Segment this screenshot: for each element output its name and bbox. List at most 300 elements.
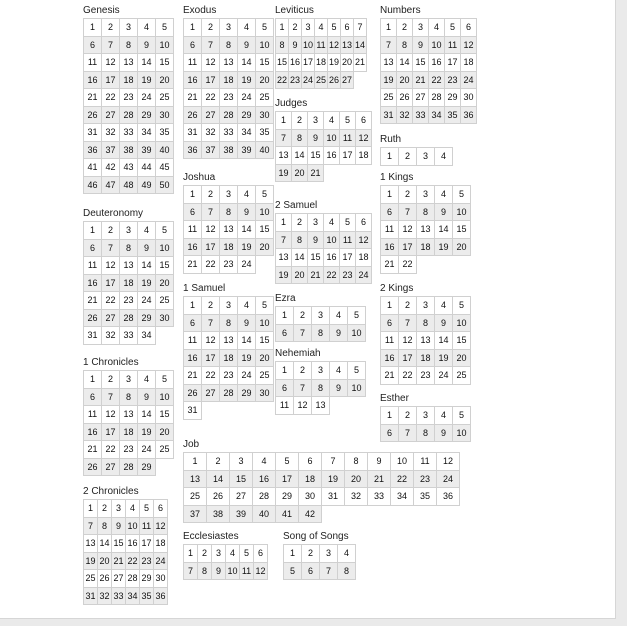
chapter-cell[interactable]: 5: [445, 19, 461, 37]
chapter-cell[interactable]: 7: [322, 453, 345, 471]
chapter-cell[interactable]: 2: [202, 19, 220, 37]
chapter-cell[interactable]: 46: [84, 177, 102, 195]
chapter-cell[interactable]: 15: [112, 535, 126, 553]
chapter-cell[interactable]: 22: [102, 441, 120, 459]
chapter-cell[interactable]: 25: [381, 89, 397, 107]
chapter-cell[interactable]: 18: [417, 350, 435, 368]
chapter-cell[interactable]: 22: [276, 72, 289, 90]
chapter-cell[interactable]: 8: [417, 204, 435, 222]
chapter-cell[interactable]: 28: [220, 385, 238, 403]
chapter-cell[interactable]: 1: [276, 112, 292, 130]
chapter-cell[interactable]: 7: [399, 425, 417, 443]
chapter-cell[interactable]: 10: [348, 380, 366, 398]
chapter-cell[interactable]: 42: [102, 159, 120, 177]
chapter-cell[interactable]: 12: [399, 221, 417, 239]
chapter-cell[interactable]: 22: [399, 256, 417, 274]
chapter-cell[interactable]: 1: [184, 19, 202, 37]
chapter-cell[interactable]: 10: [324, 130, 340, 148]
chapter-cell[interactable]: 18: [220, 239, 238, 257]
chapter-cell[interactable]: 2: [302, 545, 320, 563]
chapter-cell[interactable]: 27: [413, 89, 429, 107]
chapter-cell[interactable]: 13: [84, 535, 98, 553]
chapter-cell[interactable]: 4: [324, 214, 340, 232]
chapter-cell[interactable]: 19: [276, 267, 292, 285]
chapter-cell[interactable]: 2: [399, 297, 417, 315]
chapter-cell[interactable]: 31: [322, 488, 345, 506]
chapter-cell[interactable]: 7: [202, 37, 220, 55]
chapter-cell[interactable]: 12: [399, 332, 417, 350]
chapter-cell[interactable]: 10: [391, 453, 414, 471]
chapter-cell[interactable]: 12: [202, 221, 220, 239]
chapter-cell[interactable]: 26: [184, 385, 202, 403]
chapter-cell[interactable]: 5: [453, 407, 471, 425]
chapter-cell[interactable]: 1: [84, 371, 102, 389]
chapter-cell[interactable]: 3: [120, 222, 138, 240]
chapter-cell[interactable]: 6: [356, 112, 372, 130]
chapter-cell[interactable]: 9: [413, 37, 429, 55]
chapter-cell[interactable]: 11: [445, 37, 461, 55]
chapter-cell[interactable]: 8: [397, 37, 413, 55]
chapter-cell[interactable]: 3: [212, 545, 226, 563]
chapter-cell[interactable]: 28: [253, 488, 276, 506]
chapter-cell[interactable]: 30: [461, 89, 477, 107]
chapter-cell[interactable]: 21: [308, 267, 324, 285]
chapter-cell[interactable]: 7: [102, 240, 120, 258]
chapter-cell[interactable]: 1: [184, 297, 202, 315]
chapter-cell[interactable]: 35: [140, 588, 154, 606]
chapter-cell[interactable]: 15: [453, 332, 471, 350]
chapter-cell[interactable]: 7: [202, 315, 220, 333]
chapter-cell[interactable]: 29: [238, 385, 256, 403]
chapter-cell[interactable]: 2: [207, 453, 230, 471]
chapter-cell[interactable]: 2: [399, 186, 417, 204]
chapter-cell[interactable]: 14: [292, 249, 308, 267]
chapter-cell[interactable]: 13: [220, 332, 238, 350]
chapter-cell[interactable]: 17: [202, 72, 220, 90]
chapter-cell[interactable]: 3: [120, 371, 138, 389]
chapter-cell[interactable]: 14: [238, 221, 256, 239]
chapter-cell[interactable]: 8: [220, 37, 238, 55]
chapter-cell[interactable]: 1: [184, 545, 198, 563]
chapter-cell[interactable]: 19: [328, 54, 341, 72]
chapter-cell[interactable]: 20: [156, 424, 174, 442]
chapter-cell[interactable]: 3: [302, 19, 315, 37]
chapter-cell[interactable]: 1: [84, 500, 98, 518]
chapter-cell[interactable]: 30: [156, 310, 174, 328]
chapter-cell[interactable]: 16: [324, 249, 340, 267]
chapter-cell[interactable]: 16: [184, 239, 202, 257]
chapter-cell[interactable]: 38: [220, 142, 238, 160]
chapter-cell[interactable]: 35: [414, 488, 437, 506]
chapter-cell[interactable]: 12: [461, 37, 477, 55]
chapter-cell[interactable]: 26: [207, 488, 230, 506]
chapter-cell[interactable]: 27: [202, 385, 220, 403]
chapter-cell[interactable]: 19: [84, 553, 98, 571]
chapter-cell[interactable]: 12: [102, 257, 120, 275]
chapter-cell[interactable]: 16: [381, 350, 399, 368]
chapter-cell[interactable]: 33: [112, 588, 126, 606]
chapter-cell[interactable]: 31: [184, 124, 202, 142]
chapter-cell[interactable]: 13: [276, 147, 292, 165]
chapter-cell[interactable]: 4: [126, 500, 140, 518]
chapter-cell[interactable]: 10: [453, 425, 471, 443]
chapter-cell[interactable]: 21: [381, 367, 399, 385]
chapter-cell[interactable]: 11: [381, 332, 399, 350]
chapter-cell[interactable]: 18: [120, 275, 138, 293]
chapter-cell[interactable]: 10: [302, 37, 315, 55]
chapter-cell[interactable]: 17: [102, 72, 120, 90]
chapter-cell[interactable]: 2: [292, 214, 308, 232]
chapter-cell[interactable]: 5: [240, 545, 254, 563]
chapter-cell[interactable]: 22: [324, 267, 340, 285]
chapter-cell[interactable]: 33: [120, 327, 138, 345]
chapter-cell[interactable]: 5: [348, 362, 366, 380]
chapter-cell[interactable]: 8: [292, 232, 308, 250]
chapter-cell[interactable]: 31: [84, 588, 98, 606]
chapter-cell[interactable]: 15: [453, 221, 471, 239]
chapter-cell[interactable]: 23: [120, 292, 138, 310]
chapter-cell[interactable]: 24: [461, 72, 477, 90]
chapter-cell[interactable]: 39: [138, 142, 156, 160]
chapter-cell[interactable]: 15: [230, 471, 253, 489]
chapter-cell[interactable]: 3: [112, 500, 126, 518]
chapter-cell[interactable]: 20: [341, 54, 354, 72]
chapter-cell[interactable]: 12: [328, 37, 341, 55]
chapter-cell[interactable]: 28: [220, 107, 238, 125]
chapter-cell[interactable]: 14: [138, 257, 156, 275]
chapter-cell[interactable]: 34: [238, 124, 256, 142]
chapter-cell[interactable]: 7: [276, 232, 292, 250]
chapter-cell[interactable]: 11: [340, 232, 356, 250]
chapter-cell[interactable]: 11: [414, 453, 437, 471]
chapter-cell[interactable]: 1: [84, 19, 102, 37]
chapter-cell[interactable]: 44: [138, 159, 156, 177]
chapter-cell[interactable]: 20: [156, 72, 174, 90]
chapter-cell[interactable]: 20: [345, 471, 368, 489]
chapter-cell[interactable]: 16: [289, 54, 302, 72]
chapter-cell[interactable]: 9: [289, 37, 302, 55]
chapter-cell[interactable]: 3: [120, 19, 138, 37]
chapter-cell[interactable]: 30: [256, 385, 274, 403]
chapter-cell[interactable]: 12: [437, 453, 460, 471]
chapter-cell[interactable]: 10: [156, 37, 174, 55]
chapter-cell[interactable]: 18: [220, 350, 238, 368]
chapter-cell[interactable]: 4: [253, 453, 276, 471]
chapter-cell[interactable]: 2: [292, 112, 308, 130]
chapter-cell[interactable]: 21: [184, 89, 202, 107]
chapter-cell[interactable]: 11: [240, 563, 254, 581]
chapter-cell[interactable]: 30: [156, 107, 174, 125]
chapter-cell[interactable]: 29: [138, 459, 156, 477]
chapter-cell[interactable]: 21: [184, 256, 202, 274]
chapter-cell[interactable]: 9: [435, 315, 453, 333]
chapter-cell[interactable]: 10: [256, 37, 274, 55]
chapter-cell[interactable]: 17: [445, 54, 461, 72]
chapter-cell[interactable]: 10: [453, 204, 471, 222]
chapter-cell[interactable]: 4: [138, 222, 156, 240]
chapter-cell[interactable]: 6: [381, 425, 399, 443]
chapter-cell[interactable]: 14: [207, 471, 230, 489]
chapter-cell[interactable]: 31: [381, 107, 397, 125]
chapter-cell[interactable]: 14: [435, 221, 453, 239]
chapter-cell[interactable]: 24: [437, 471, 460, 489]
chapter-cell[interactable]: 1: [381, 186, 399, 204]
chapter-cell[interactable]: 20: [256, 350, 274, 368]
chapter-cell[interactable]: 7: [354, 19, 367, 37]
chapter-cell[interactable]: 19: [322, 471, 345, 489]
chapter-cell[interactable]: 1: [381, 19, 397, 37]
chapter-cell[interactable]: 38: [207, 506, 230, 524]
chapter-cell[interactable]: 11: [184, 332, 202, 350]
chapter-cell[interactable]: 15: [156, 406, 174, 424]
chapter-cell[interactable]: 21: [112, 553, 126, 571]
chapter-cell[interactable]: 29: [138, 107, 156, 125]
chapter-cell[interactable]: 4: [138, 371, 156, 389]
chapter-cell[interactable]: 24: [435, 367, 453, 385]
chapter-cell[interactable]: 33: [413, 107, 429, 125]
chapter-cell[interactable]: 20: [292, 267, 308, 285]
chapter-cell[interactable]: 1: [184, 453, 207, 471]
chapter-cell[interactable]: 2: [102, 19, 120, 37]
chapter-cell[interactable]: 16: [126, 535, 140, 553]
chapter-cell[interactable]: 27: [341, 72, 354, 90]
chapter-cell[interactable]: 5: [453, 297, 471, 315]
chapter-cell[interactable]: 33: [220, 124, 238, 142]
chapter-cell[interactable]: 11: [84, 54, 102, 72]
chapter-cell[interactable]: 17: [340, 147, 356, 165]
chapter-cell[interactable]: 4: [435, 407, 453, 425]
chapter-cell[interactable]: 14: [397, 54, 413, 72]
chapter-cell[interactable]: 4: [324, 112, 340, 130]
chapter-cell[interactable]: 14: [98, 535, 112, 553]
chapter-cell[interactable]: 6: [276, 380, 294, 398]
chapter-cell[interactable]: 9: [330, 325, 348, 343]
chapter-cell[interactable]: 6: [184, 204, 202, 222]
chapter-cell[interactable]: 16: [84, 72, 102, 90]
chapter-cell[interactable]: 12: [356, 232, 372, 250]
chapter-cell[interactable]: 6: [184, 315, 202, 333]
chapter-cell[interactable]: 40: [253, 506, 276, 524]
chapter-cell[interactable]: 9: [212, 563, 226, 581]
chapter-cell[interactable]: 36: [154, 588, 168, 606]
chapter-cell[interactable]: 9: [238, 315, 256, 333]
chapter-cell[interactable]: 22: [202, 367, 220, 385]
chapter-cell[interactable]: 2: [102, 371, 120, 389]
chapter-cell[interactable]: 30: [256, 107, 274, 125]
chapter-cell[interactable]: 18: [154, 535, 168, 553]
chapter-cell[interactable]: 18: [356, 147, 372, 165]
chapter-cell[interactable]: 4: [429, 19, 445, 37]
chapter-cell[interactable]: 38: [120, 142, 138, 160]
chapter-cell[interactable]: 33: [368, 488, 391, 506]
chapter-cell[interactable]: 23: [340, 267, 356, 285]
chapter-cell[interactable]: 8: [120, 389, 138, 407]
chapter-cell[interactable]: 4: [238, 297, 256, 315]
chapter-cell[interactable]: 6: [302, 563, 320, 581]
chapter-cell[interactable]: 47: [102, 177, 120, 195]
chapter-cell[interactable]: 3: [417, 407, 435, 425]
chapter-cell[interactable]: 1: [276, 214, 292, 232]
chapter-cell[interactable]: 6: [154, 500, 168, 518]
chapter-cell[interactable]: 20: [256, 72, 274, 90]
chapter-cell[interactable]: 6: [84, 37, 102, 55]
chapter-cell[interactable]: 10: [156, 389, 174, 407]
chapter-cell[interactable]: 8: [312, 325, 330, 343]
chapter-cell[interactable]: 18: [120, 424, 138, 442]
chapter-cell[interactable]: 4: [338, 545, 356, 563]
chapter-cell[interactable]: 9: [368, 453, 391, 471]
chapter-cell[interactable]: 9: [308, 232, 324, 250]
chapter-cell[interactable]: 8: [220, 315, 238, 333]
chapter-cell[interactable]: 15: [276, 54, 289, 72]
chapter-cell[interactable]: 28: [120, 310, 138, 328]
chapter-cell[interactable]: 21: [84, 441, 102, 459]
chapter-cell[interactable]: 28: [126, 570, 140, 588]
chapter-cell[interactable]: 10: [453, 315, 471, 333]
chapter-cell[interactable]: 14: [292, 147, 308, 165]
chapter-cell[interactable]: 1: [284, 545, 302, 563]
chapter-cell[interactable]: 19: [276, 165, 292, 183]
chapter-cell[interactable]: 24: [302, 72, 315, 90]
chapter-cell[interactable]: 13: [381, 54, 397, 72]
chapter-cell[interactable]: 7: [102, 37, 120, 55]
chapter-cell[interactable]: 23: [220, 256, 238, 274]
chapter-cell[interactable]: 32: [102, 327, 120, 345]
chapter-cell[interactable]: 4: [435, 186, 453, 204]
chapter-cell[interactable]: 18: [417, 239, 435, 257]
chapter-cell[interactable]: 2: [399, 407, 417, 425]
chapter-cell[interactable]: 35: [156, 124, 174, 142]
chapter-cell[interactable]: 35: [256, 124, 274, 142]
chapter-cell[interactable]: 37: [102, 142, 120, 160]
chapter-cell[interactable]: 21: [368, 471, 391, 489]
chapter-cell[interactable]: 11: [84, 406, 102, 424]
chapter-cell[interactable]: 7: [294, 380, 312, 398]
chapter-cell[interactable]: 14: [435, 332, 453, 350]
chapter-cell[interactable]: 34: [391, 488, 414, 506]
chapter-cell[interactable]: 10: [256, 315, 274, 333]
chapter-cell[interactable]: 12: [356, 130, 372, 148]
chapter-cell[interactable]: 8: [292, 130, 308, 148]
chapter-cell[interactable]: 6: [276, 325, 294, 343]
chapter-cell[interactable]: 2: [294, 307, 312, 325]
chapter-cell[interactable]: 23: [120, 89, 138, 107]
chapter-cell[interactable]: 17: [102, 275, 120, 293]
chapter-cell[interactable]: 39: [230, 506, 253, 524]
chapter-cell[interactable]: 3: [308, 214, 324, 232]
chapter-cell[interactable]: 19: [381, 72, 397, 90]
chapter-cell[interactable]: 5: [453, 186, 471, 204]
chapter-cell[interactable]: 12: [202, 332, 220, 350]
chapter-cell[interactable]: 19: [435, 350, 453, 368]
chapter-cell[interactable]: 21: [184, 367, 202, 385]
chapter-cell[interactable]: 5: [256, 186, 274, 204]
chapter-cell[interactable]: 15: [156, 257, 174, 275]
chapter-cell[interactable]: 40: [256, 142, 274, 160]
chapter-cell[interactable]: 12: [154, 518, 168, 536]
chapter-cell[interactable]: 3: [308, 112, 324, 130]
chapter-cell[interactable]: 4: [435, 148, 453, 166]
chapter-cell[interactable]: 3: [230, 453, 253, 471]
chapter-cell[interactable]: 40: [156, 142, 174, 160]
chapter-cell[interactable]: 21: [84, 89, 102, 107]
chapter-cell[interactable]: 16: [429, 54, 445, 72]
chapter-cell[interactable]: 19: [138, 72, 156, 90]
chapter-cell[interactable]: 1: [276, 362, 294, 380]
chapter-cell[interactable]: 32: [345, 488, 368, 506]
chapter-cell[interactable]: 9: [138, 37, 156, 55]
chapter-cell[interactable]: 50: [156, 177, 174, 195]
chapter-cell[interactable]: 3: [413, 19, 429, 37]
chapter-cell[interactable]: 11: [381, 221, 399, 239]
chapter-cell[interactable]: 9: [330, 380, 348, 398]
chapter-cell[interactable]: 30: [154, 570, 168, 588]
chapter-cell[interactable]: 43: [120, 159, 138, 177]
chapter-cell[interactable]: 13: [341, 37, 354, 55]
chapter-cell[interactable]: 4: [238, 19, 256, 37]
chapter-cell[interactable]: 11: [184, 221, 202, 239]
chapter-cell[interactable]: 14: [138, 406, 156, 424]
chapter-cell[interactable]: 20: [156, 275, 174, 293]
chapter-cell[interactable]: 5: [140, 500, 154, 518]
chapter-cell[interactable]: 5: [156, 19, 174, 37]
chapter-cell[interactable]: 37: [202, 142, 220, 160]
chapter-cell[interactable]: 5: [328, 19, 341, 37]
chapter-cell[interactable]: 25: [84, 570, 98, 588]
chapter-cell[interactable]: 5: [348, 307, 366, 325]
chapter-cell[interactable]: 22: [202, 89, 220, 107]
chapter-cell[interactable]: 25: [156, 292, 174, 310]
chapter-cell[interactable]: 13: [220, 221, 238, 239]
chapter-cell[interactable]: 1: [381, 297, 399, 315]
chapter-cell[interactable]: 29: [238, 107, 256, 125]
chapter-cell[interactable]: 19: [238, 72, 256, 90]
chapter-cell[interactable]: 24: [238, 89, 256, 107]
chapter-cell[interactable]: 8: [120, 240, 138, 258]
chapter-cell[interactable]: 1: [184, 186, 202, 204]
chapter-cell[interactable]: 8: [276, 37, 289, 55]
chapter-cell[interactable]: 24: [356, 267, 372, 285]
chapter-cell[interactable]: 12: [102, 406, 120, 424]
chapter-cell[interactable]: 16: [381, 239, 399, 257]
chapter-cell[interactable]: 11: [276, 397, 294, 415]
chapter-cell[interactable]: 4: [226, 545, 240, 563]
chapter-cell[interactable]: 2: [198, 545, 212, 563]
chapter-cell[interactable]: 20: [397, 72, 413, 90]
chapter-cell[interactable]: 36: [461, 107, 477, 125]
chapter-cell[interactable]: 22: [102, 89, 120, 107]
chapter-cell[interactable]: 27: [112, 570, 126, 588]
chapter-cell[interactable]: 25: [256, 367, 274, 385]
chapter-cell[interactable]: 17: [140, 535, 154, 553]
chapter-cell[interactable]: 2: [98, 500, 112, 518]
chapter-cell[interactable]: 18: [461, 54, 477, 72]
chapter-cell[interactable]: 16: [253, 471, 276, 489]
chapter-cell[interactable]: 34: [429, 107, 445, 125]
chapter-cell[interactable]: 7: [399, 204, 417, 222]
chapter-cell[interactable]: 6: [461, 19, 477, 37]
chapter-cell[interactable]: 7: [276, 130, 292, 148]
chapter-cell[interactable]: 8: [98, 518, 112, 536]
chapter-cell[interactable]: 2: [202, 186, 220, 204]
chapter-cell[interactable]: 22: [126, 553, 140, 571]
chapter-cell[interactable]: 8: [417, 425, 435, 443]
chapter-cell[interactable]: 3: [417, 186, 435, 204]
chapter-cell[interactable]: 22: [102, 292, 120, 310]
chapter-cell[interactable]: 15: [308, 249, 324, 267]
chapter-cell[interactable]: 27: [102, 459, 120, 477]
chapter-cell[interactable]: 23: [140, 553, 154, 571]
